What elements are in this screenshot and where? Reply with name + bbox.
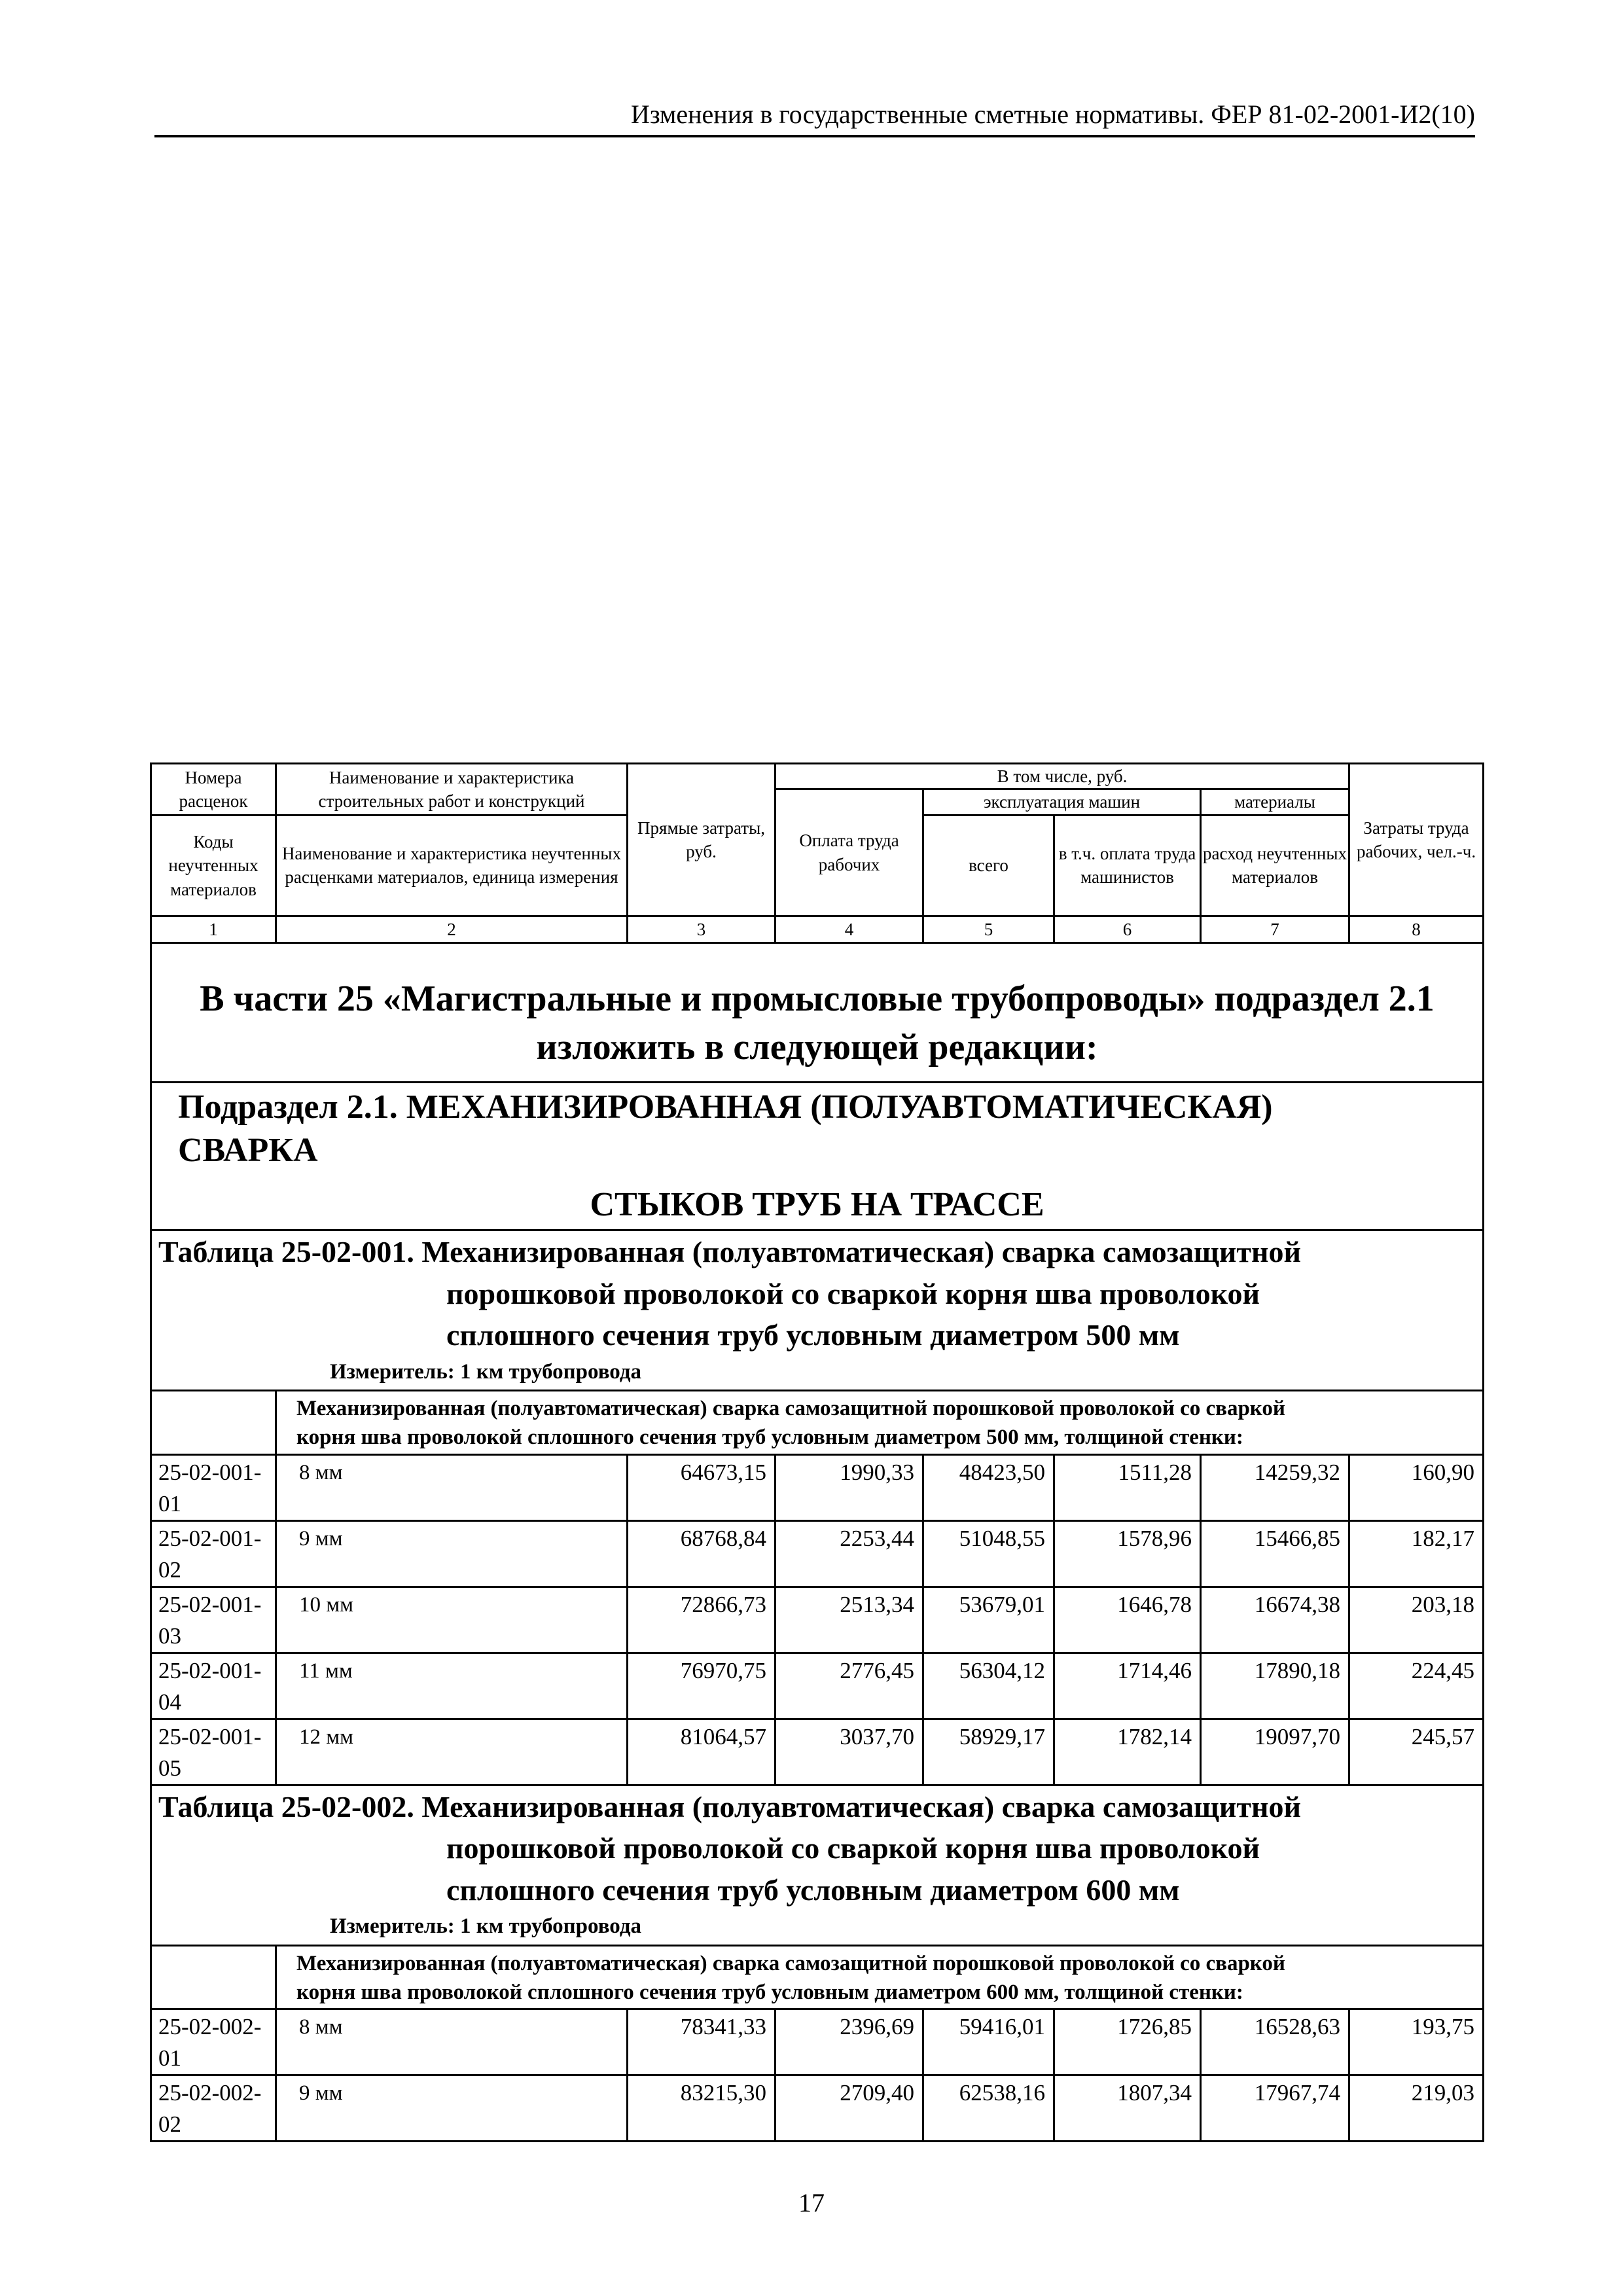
table-title-line: Таблица 25-02-002. Механизированная (полуавтоматическая) сварка самозащитной <box>158 1789 1302 1823</box>
col-header-machines-total: всего <box>923 815 1054 916</box>
value-hours: 182,17 <box>1349 1520 1484 1587</box>
value-materials: 19097,70 <box>1201 1719 1349 1785</box>
page-number: 17 <box>798 2188 825 2217</box>
column-number: 5 <box>923 916 1054 942</box>
col-header-including: В том числе, руб. <box>776 764 1349 789</box>
estimate-table <box>150 762 1484 2142</box>
value-mach-labor: 1807,34 <box>1054 2075 1201 2142</box>
table-title <box>151 1230 1484 1391</box>
value-mach-total: 48423,50 <box>923 1454 1054 1520</box>
part-heading-line2: изложить в следующей редакции: <box>536 1026 1098 1067</box>
value-materials: 17890,18 <box>1201 1653 1349 1719</box>
value-labor: 1990,33 <box>776 1454 923 1520</box>
value-mach-labor: 1782,14 <box>1054 1719 1201 1785</box>
value-labor: 2776,45 <box>776 1653 923 1719</box>
rate-name: 8 мм <box>276 2009 628 2075</box>
value-direct: 64673,15 <box>628 1454 776 1520</box>
rate-code: 25-02-001-01 <box>151 1454 276 1520</box>
col-header-labor-pay: Оплата труда рабочих <box>776 789 923 916</box>
group-title-line: корня шва проволокой сплошного сечения труб условным диаметром 600 мм, толщиной стенки: <box>296 1980 1243 2004</box>
value-labor: 2513,34 <box>776 1587 923 1653</box>
group-title <box>276 1391 1484 1454</box>
group-title-line: корня шва проволокой сплошного сечения труб условным диаметром 500 мм, толщиной стенки: <box>296 1426 1243 1450</box>
col-header-work-name: Наименование и характеристика строительных работ и конструкций <box>276 764 628 816</box>
table-title-line: сплошного сечения труб условным диаметром 600 мм <box>446 1873 1180 1907</box>
column-number: 3 <box>628 916 776 942</box>
col-header-material-codes: Коды неучтенных материалов <box>151 815 276 916</box>
rate-code: 25-02-001-05 <box>151 1719 276 1785</box>
table-title <box>151 1785 1484 1945</box>
value-mach-total: 58929,17 <box>923 1719 1054 1785</box>
value-hours: 193,75 <box>1349 2009 1484 2075</box>
value-hours: 203,18 <box>1349 1587 1484 1653</box>
part-heading-line1: В части 25 «Магистральные и промысловые трубопроводы» подраздел 2.1 <box>200 978 1435 1019</box>
table-row <box>151 2075 1484 2142</box>
value-labor: 2709,40 <box>776 2075 923 2142</box>
col-header-unaccounted-materials: расход неучтенных материалов <box>1201 815 1349 916</box>
table-title-line: порошковой проволокой со сваркой корня шва проволокой <box>446 1276 1260 1310</box>
table-row <box>151 1520 1484 1587</box>
rate-code: 25-02-001-03 <box>151 1587 276 1653</box>
subsection-line1: Подраздел 2.1. МЕХАНИЗИРОВАННАЯ (ПОЛУАВТОМАТИЧЕСКАЯ) <box>178 1088 1273 1126</box>
group-code-cell <box>151 1945 276 2009</box>
value-direct: 78341,33 <box>628 2009 776 2075</box>
table-row <box>151 1587 1484 1653</box>
value-mach-labor: 1726,85 <box>1054 2009 1201 2075</box>
value-mach-total: 51048,55 <box>923 1520 1054 1587</box>
value-mach-labor: 1511,28 <box>1054 1454 1201 1520</box>
col-header-machines: эксплуатация машин <box>923 789 1201 815</box>
value-materials: 16674,38 <box>1201 1587 1349 1653</box>
value-direct: 76970,75 <box>628 1653 776 1719</box>
table-row <box>151 2009 1484 2075</box>
value-materials: 14259,32 <box>1201 1454 1349 1520</box>
subsection-line2: СВАРКА <box>178 1132 318 1170</box>
value-hours: 224,45 <box>1349 1653 1484 1719</box>
measure <box>158 1910 1476 1945</box>
rate-name: 9 мм <box>276 2075 628 2142</box>
value-mach-total: 56304,12 <box>923 1653 1054 1719</box>
table-title-line: сплошного сечения труб условным диаметром 500 мм <box>446 1318 1180 1352</box>
measure-value: 1 км трубопровода <box>460 1914 642 1939</box>
rate-code: 25-02-001-02 <box>151 1520 276 1587</box>
value-direct: 72866,73 <box>628 1587 776 1653</box>
value-mach-labor: 1714,46 <box>1054 1653 1201 1719</box>
value-mach-total: 53679,01 <box>923 1587 1054 1653</box>
rate-name: 11 мм <box>276 1653 628 1719</box>
value-direct: 83215,30 <box>628 2075 776 2142</box>
group-title-line: Механизированная (полуавтоматическая) сварка самозащитной порошковой проволокой со сваркой <box>296 1951 1285 1975</box>
value-mach-total: 59416,01 <box>923 2009 1054 2075</box>
table-title-line: Таблица 25-02-001. Механизированная (полуавтоматическая) сварка самозащитной <box>158 1235 1302 1269</box>
rate-name: 12 мм <box>276 1719 628 1785</box>
group-code-cell <box>151 1391 276 1454</box>
table-row <box>151 1653 1484 1719</box>
running-header <box>154 98 1475 137</box>
value-mach-labor: 1578,96 <box>1054 1520 1201 1587</box>
column-number: 4 <box>776 916 923 942</box>
part-heading <box>151 942 1484 1082</box>
column-number: 2 <box>276 916 628 942</box>
rate-name: 10 мм <box>276 1587 628 1653</box>
rate-name: 8 мм <box>276 1454 628 1520</box>
value-direct: 68768,84 <box>628 1520 776 1587</box>
value-labor: 3037,70 <box>776 1719 923 1785</box>
subsection-heading <box>151 1082 1484 1230</box>
table-row <box>151 1719 1484 1785</box>
measure-value: 1 км трубопровода <box>460 1359 642 1384</box>
col-header-direct-costs: Прямые затраты, руб. <box>628 764 776 916</box>
value-mach-total: 62538,16 <box>923 2075 1054 2142</box>
value-direct: 81064,57 <box>628 1719 776 1785</box>
measure-label: Измеритель: <box>330 1914 455 1939</box>
subsection-line3: СТЫКОВ ТРУБ НА ТРАССЕ <box>590 1185 1044 1223</box>
value-labor: 2253,44 <box>776 1520 923 1587</box>
measure-label: Измеритель: <box>330 1359 455 1384</box>
column-number: 6 <box>1054 916 1201 942</box>
table-title-line: порошковой проволокой со сваркой корня шва проволокой <box>446 1831 1260 1865</box>
value-mach-labor: 1646,78 <box>1054 1587 1201 1653</box>
value-labor: 2396,69 <box>776 2009 923 2075</box>
col-header-labor-hours: Затраты труда рабочих, чел.-ч. <box>1349 764 1484 916</box>
value-hours: 245,57 <box>1349 1719 1484 1785</box>
col-header-material-names: Наименование и характеристика неучтенных расценками материалов, единица измерения <box>276 815 628 916</box>
rate-code: 25-02-002-01 <box>151 2009 276 2075</box>
column-number: 1 <box>151 916 276 942</box>
group-title <box>276 1945 1484 2009</box>
value-materials: 17967,74 <box>1201 2075 1349 2142</box>
table-row <box>151 1454 1484 1520</box>
col-header-operator-pay: в т.ч. оплата труда машинистов <box>1054 815 1201 916</box>
running-header-text: Изменения в государственные сметные нормативы. ФЕР 81-02-2001-И2(10) <box>630 99 1475 129</box>
value-materials: 16528,63 <box>1201 2009 1349 2075</box>
col-header-materials: материалы <box>1201 789 1349 815</box>
column-number: 7 <box>1201 916 1349 942</box>
value-hours: 160,90 <box>1349 1454 1484 1520</box>
rate-code: 25-02-002-02 <box>151 2075 276 2142</box>
rate-code: 25-02-001-04 <box>151 1653 276 1719</box>
value-hours: 219,03 <box>1349 2075 1484 2142</box>
value-materials: 15466,85 <box>1201 1520 1349 1587</box>
rate-name: 9 мм <box>276 1520 628 1587</box>
measure <box>158 1356 1476 1390</box>
col-header-rate-number: Номера расценок <box>151 764 276 816</box>
group-title-line: Механизированная (полуавтоматическая) сварка самозащитной порошковой проволокой со сваркой <box>296 1397 1285 1421</box>
column-number: 8 <box>1349 916 1484 942</box>
